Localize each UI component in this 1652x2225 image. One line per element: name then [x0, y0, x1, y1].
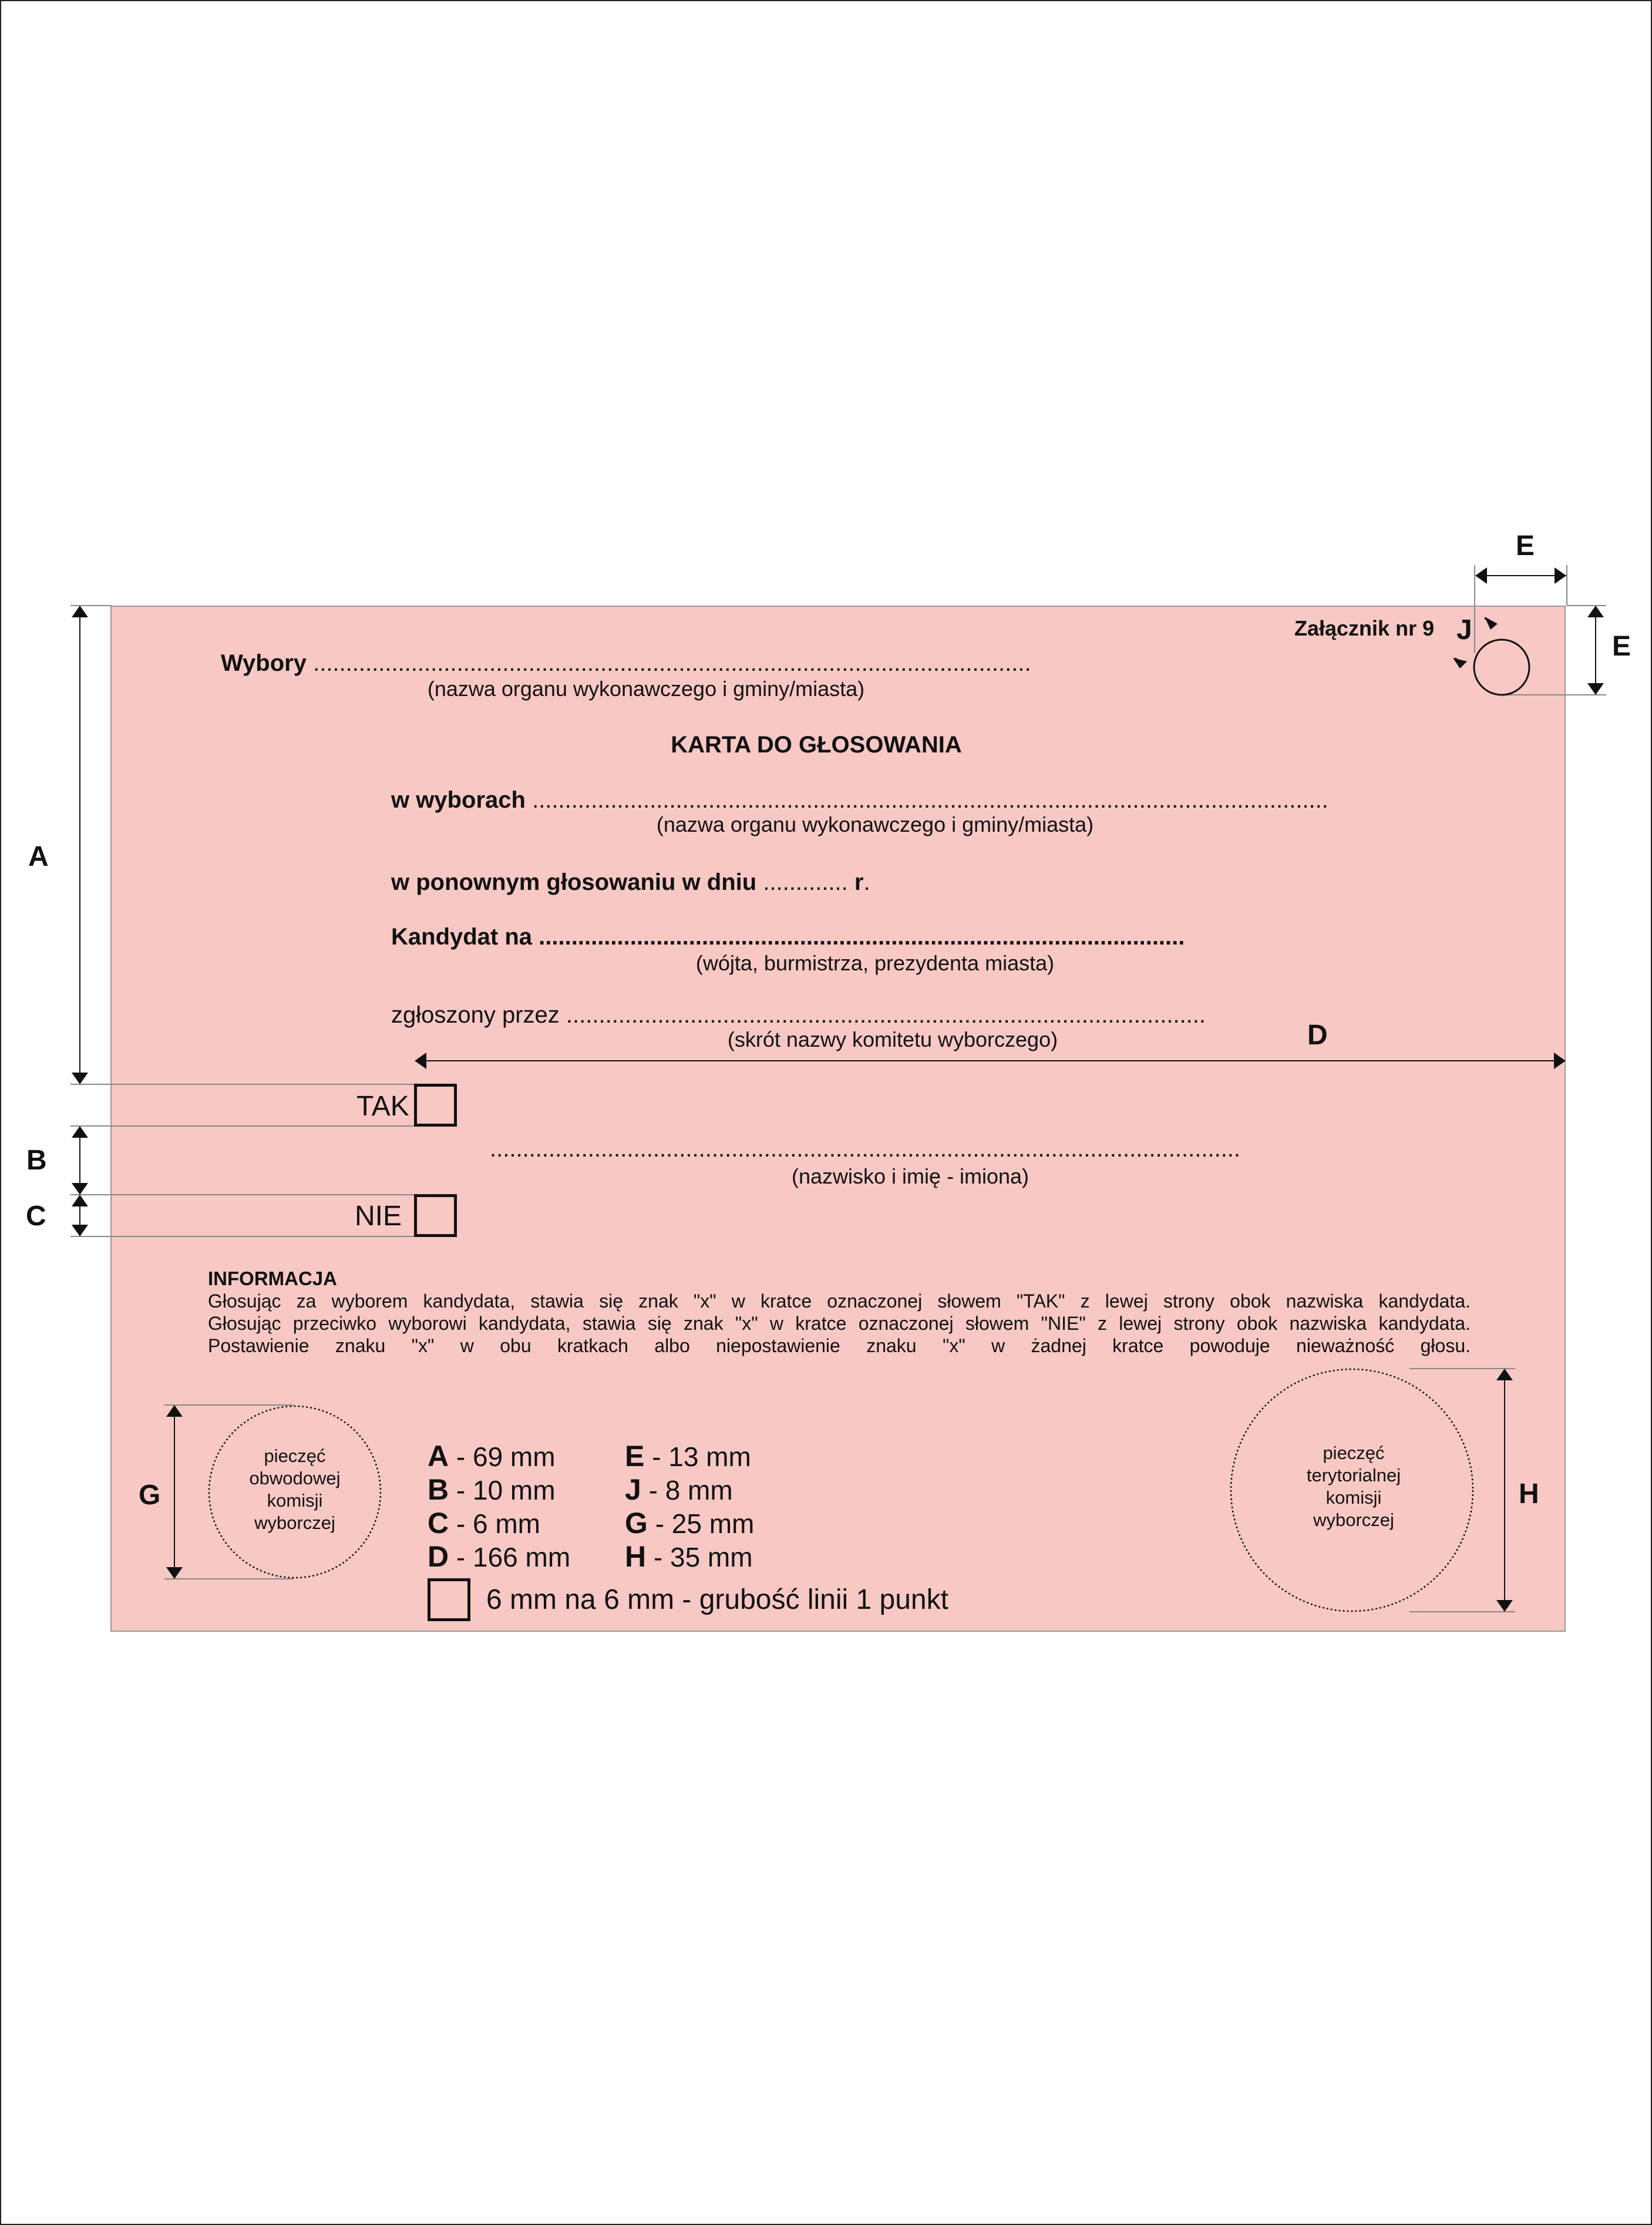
right-stamp-line: terytorialnej	[1306, 1465, 1401, 1485]
arrow-e-side-bottom	[1587, 683, 1604, 695]
elections-caption: (nazwa organu wykonawczego i gminy/miasta)	[427, 677, 865, 701]
dim-label-g: G	[139, 1480, 161, 1511]
dim-label-c: C	[26, 1201, 46, 1232]
measure-row: B - 10 mm	[428, 1473, 556, 1506]
arrow-e-top-left	[1475, 567, 1487, 584]
dim-label-h: H	[1519, 1478, 1539, 1510]
in-elections-dots: ..........................................................................................................................	[532, 787, 1328, 813]
measure-row: D - 166 mm	[428, 1540, 571, 1573]
arrow-g-top	[166, 1405, 183, 1417]
info-line-3: Postawienie znaku "x" w obu kratkach albo niepostawienie znaku "x" w żadnej kratce powoduje nieważność głosu.	[208, 1335, 1471, 1356]
right-stamp-circle	[1231, 1369, 1473, 1611]
name-caption: (nazwisko i imię - imiona)	[791, 1164, 1029, 1188]
submitted-label: zgłoszony przez	[391, 1002, 560, 1028]
arrow-h-bottom	[1496, 1600, 1513, 1612]
yes-label: TAK	[356, 1091, 409, 1122]
measure-row: H - 35 mm	[625, 1540, 753, 1573]
arrow-b-top	[72, 1126, 88, 1138]
annex-label: Załącznik nr 9	[1294, 616, 1435, 640]
left-stamp-line: wyborczej	[254, 1513, 335, 1533]
dim-label-a: A	[28, 841, 49, 872]
arrow-j-upper	[1485, 617, 1498, 630]
candidate-caption: (wójta, burmistrza, prezydenta miasta)	[695, 951, 1055, 975]
left-stamp-circle	[209, 1406, 381, 1578]
revote-dot: .	[863, 869, 870, 895]
dim-label-e-side: E	[1612, 631, 1631, 662]
elections-label: Wybory	[221, 650, 307, 676]
right-stamp-line: wyborczej	[1313, 1510, 1394, 1530]
measure-row: J - 8 mm	[625, 1473, 733, 1506]
no-label: NIE	[355, 1201, 402, 1232]
left-stamp-line: komisji	[267, 1490, 323, 1511]
arrow-e-side-top	[1587, 606, 1604, 617]
in-elections-label: w wyborach	[391, 787, 526, 813]
measure-row: C - 6 mm	[428, 1507, 540, 1540]
arrow-c-bottom	[72, 1225, 88, 1236]
candidate-label: Kandydat na	[391, 924, 533, 950]
revote-label: w ponownym głosowaniu w dniu	[391, 869, 757, 895]
dim-label-d: D	[1307, 1020, 1328, 1051]
submitted-caption: (skrót nazwy komitetu wyborczego)	[727, 1027, 1058, 1051]
right-stamp-line: pieczęć	[1323, 1443, 1385, 1463]
arrow-d-left	[415, 1053, 426, 1069]
dim-label-e-top: E	[1516, 530, 1535, 562]
elections-dots: ..............................................................................................................	[313, 650, 1031, 676]
corner-hole-circle	[1474, 640, 1529, 695]
arrow-c-top	[72, 1195, 88, 1206]
info-line-1: Głosując za wyborem kandydata, stawia się znak "x" w kratce oznaczonej słowem "TAK" z lewej strony obok nazwiska kandydata.	[208, 1290, 1471, 1312]
left-stamp-line: obwodowej	[249, 1468, 341, 1488]
dim-label-j: J	[1456, 614, 1472, 646]
revote-suffix: r	[854, 869, 864, 895]
arrow-h-top	[1496, 1369, 1513, 1380]
submitted-dots: ..................................................................................................	[566, 1002, 1206, 1028]
info-line-2: Głosując przeciwko wyborowi kandydata, stawia się znak "x" w kratce oznaczonej słowem "NIE" z lewej strony obok nazwiska kandydata.	[208, 1313, 1471, 1334]
box-note: 6 mm na 6 mm - grubość linii 1 punkt	[486, 1584, 948, 1615]
in-elections-caption: (nazwa organu wykonawczego i gminy/miasta)	[656, 812, 1094, 836]
ballot-title: KARTA DO GŁOSOWANIA	[671, 732, 962, 758]
name-dots: ...................................................................................................................	[490, 1136, 1241, 1162]
arrow-j-lower	[1453, 658, 1467, 668]
left-stamp-line: pieczęć	[264, 1446, 326, 1466]
arrow-e-top-right	[1555, 567, 1566, 584]
measure-row: A - 69 mm	[428, 1440, 556, 1473]
measure-row: E - 13 mm	[625, 1440, 751, 1473]
candidate-dots: ...................................................................................................	[539, 924, 1185, 950]
arrow-a-top	[72, 606, 88, 617]
arrow-d-right	[1554, 1053, 1566, 1069]
info-heading: INFORMACJA	[208, 1268, 337, 1289]
dim-label-b: B	[26, 1145, 47, 1176]
revote-dots: .............	[763, 869, 848, 895]
right-stamp-line: komisji	[1325, 1487, 1382, 1508]
arrow-b-bottom	[72, 1183, 88, 1195]
measure-row: G - 25 mm	[625, 1507, 755, 1540]
arrow-g-bottom	[166, 1567, 183, 1579]
arrow-a-bottom	[72, 1073, 88, 1084]
